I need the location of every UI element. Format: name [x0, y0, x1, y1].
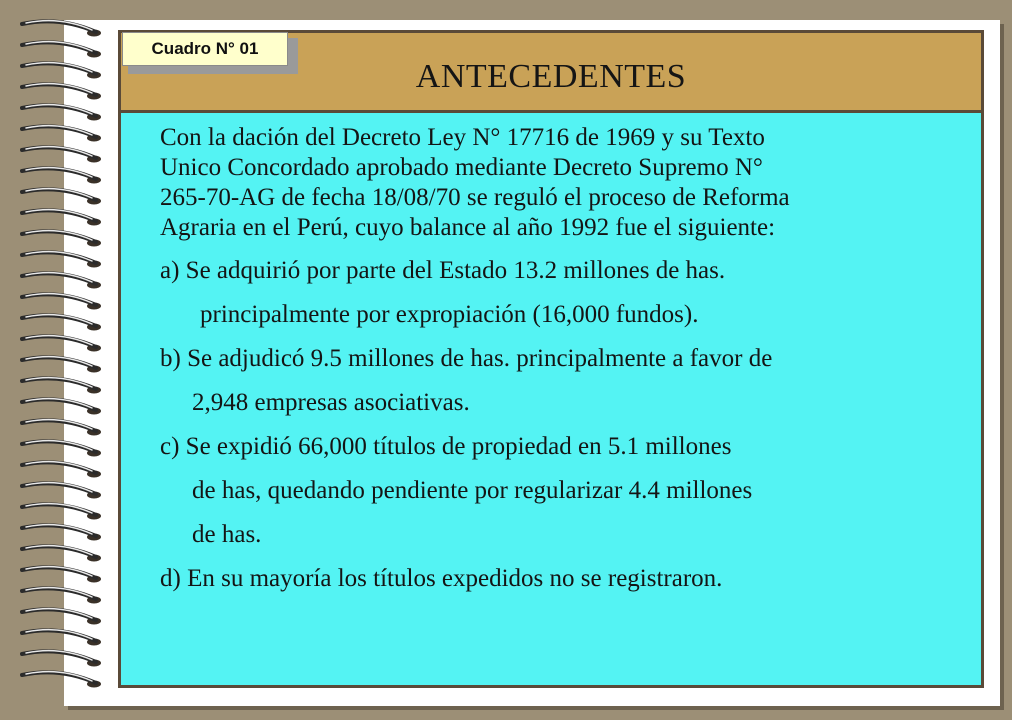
binding-ring: [22, 378, 101, 394]
binding-ring: [22, 483, 101, 499]
binding-ring: [22, 630, 101, 646]
binding-ring: [22, 189, 101, 205]
binding-ring: [22, 336, 101, 352]
binding-ring: [22, 168, 101, 184]
binding-ring: [22, 399, 101, 415]
binding-ring: [22, 126, 101, 142]
intro-line: Unico Concordado aprobado mediante Decreto Supremo N°: [160, 154, 763, 181]
body-text: [160, 123, 980, 601]
binding-ring: [22, 546, 101, 562]
intro-line: Con la dación del Decreto Ley N° 17716 de 1969 y su Texto: [160, 124, 765, 151]
binding-ring: [22, 609, 101, 625]
binding-ring: [22, 21, 101, 37]
intro-line: Agraria en el Perú, cuyo balance al año 1992 fue el siguiente:: [160, 214, 776, 241]
binding-ring: [22, 42, 101, 58]
binding-ring: [22, 315, 101, 331]
binding-ring: [22, 252, 101, 268]
binding-ring: [22, 273, 101, 289]
binding-ring: [22, 210, 101, 226]
slide-title: ANTECEDENTES: [415, 58, 687, 95]
spiral-binding: [0, 0, 120, 720]
binding-ring: [22, 567, 101, 583]
binding-ring: [22, 105, 101, 121]
item-b-cont: 2,948 empresas asociativas.: [192, 389, 470, 416]
item-c: c) Se expidió 66,000 títulos de propiedad en 5.1 millones: [160, 433, 732, 460]
item-a-cont: principalmente por expropiación (16,000 fundos).: [200, 301, 699, 328]
item-c-cont: de has.: [192, 521, 262, 548]
intro-line: 265-70-AG de fecha 18/08/70 se reguló el proceso de Reforma: [160, 184, 790, 211]
binding-ring: [22, 231, 101, 247]
item-a: a) Se adquirió por parte del Estado 13.2 millones de has.: [160, 257, 726, 284]
item-c-cont: de has, quedando pendiente por regularizar 4.4 millones: [192, 477, 753, 504]
binding-ring: [22, 84, 101, 100]
item-b: b) Se adjudicó 9.5 millones de has. principalmente a favor de: [160, 345, 773, 372]
item-d: d) En su mayoría los títulos expedidos no se registraron.: [160, 565, 723, 592]
binding-ring: [22, 504, 101, 520]
binding-ring: [22, 651, 101, 667]
binding-ring: [22, 588, 101, 604]
binding-ring: [22, 147, 101, 163]
binding-ring: [22, 525, 101, 541]
intro-paragraph: [160, 123, 980, 243]
binding-ring: [22, 462, 101, 478]
binding-ring: [22, 672, 101, 688]
binding-ring: [22, 420, 101, 436]
binding-ring: [22, 357, 101, 373]
binding-ring: [22, 441, 101, 457]
binding-ring: [22, 63, 101, 79]
cuadro-badge: Cuadro N° 01: [122, 32, 288, 66]
binding-ring: [22, 294, 101, 310]
